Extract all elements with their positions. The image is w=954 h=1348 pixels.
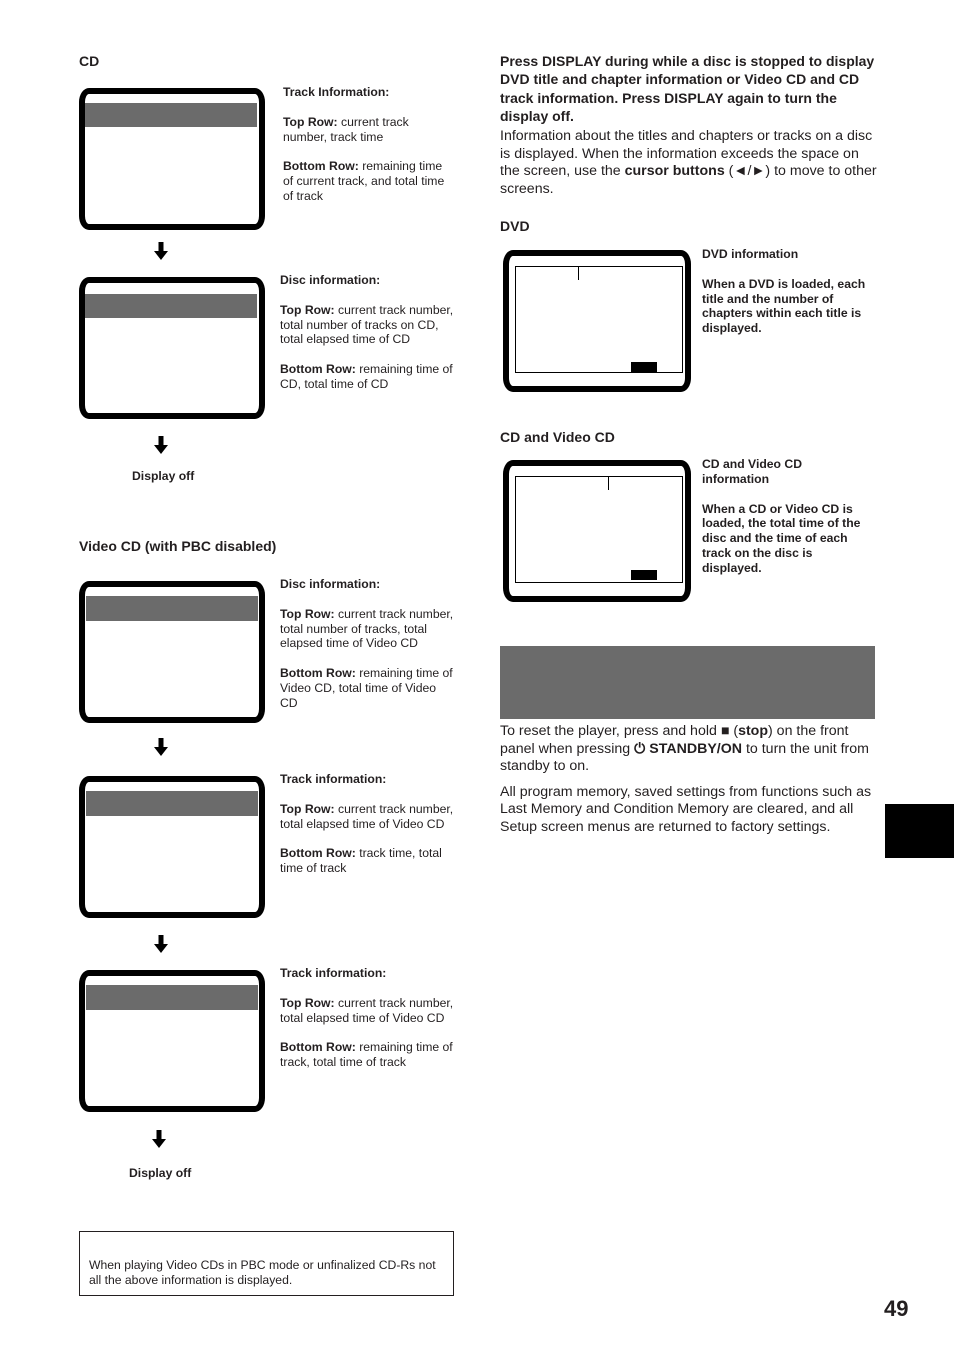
dvd-heading: DVD [500,218,530,234]
chapter-tab [885,804,954,858]
down-arrow-icon [154,436,168,454]
cursor-buttons-label: cursor buttons [624,163,725,180]
note-text: When a DVD is loaded, each title and the number of chapters within each title is displayed. [702,276,866,336]
bottom-row-label: Bottom Row: [280,666,356,681]
text: ) on the front panel when pressing [500,723,849,757]
cd-vcd-info-indicator [631,570,657,580]
arrow-symbols: (◄/►) [724,163,771,180]
screen-top-row-bar [86,791,258,816]
down-arrow-icon [154,935,168,953]
bottom-row-label: Bottom Row: [283,159,359,174]
note-title: DVD information [702,247,799,261]
note-title: CD and Video CD information [702,457,802,486]
cd-track-info-note [283,85,453,219]
down-arrow-icon [152,1130,166,1148]
text: To reset the player, press and hold ■ ( [500,723,739,739]
vcd-track-remaining-note [280,966,455,1085]
top-row-label: Top Row: [283,114,338,129]
cd-heading: CD [79,53,100,69]
cd-vcd-info-note [702,457,872,591]
top-row-label: Top Row: [280,801,335,816]
reset-paragraph-2: All program memory, saved settings from functions such as Last Memory and Condition Memory are cleared, and all Setup screen menus are returned to factory settings. [500,783,872,835]
cd-vcd-info-panel [515,476,683,583]
display-description [500,128,880,198]
top-row-text: current track number, track time [283,114,409,144]
bottom-row-label: Bottom Row: [280,846,356,861]
top-row-label: Top Row: [280,302,335,317]
reset-section-banner [500,646,875,719]
top-row-text: current track number, total elapsed time of Video CD [280,801,454,831]
down-arrow-icon [154,738,168,756]
screen-top-row-bar [86,985,258,1010]
note-title: Track information: [280,966,387,980]
top-row-text: current track number, total elapsed time of Video CD [280,995,454,1025]
vcd-disc-info-screen [79,581,265,723]
cd-disc-info-screen [79,277,265,419]
cd-vcd-info-screen [503,460,691,602]
bottom-row-text: remaining time of CD, total time of CD [280,362,453,391]
down-arrow-icon [154,242,168,260]
page-number: 49 [884,1296,909,1321]
bottom-row-text: remaining time of current track, and total time of track [283,159,445,203]
display-off-label: Display off [129,1166,192,1180]
stop-button-label: stop [738,723,769,739]
vcd-track-info-note [280,772,455,891]
display-off-label: Display off [132,469,195,483]
dvd-info-note [702,247,872,351]
bottom-row-text: remaining time of Video CD, total time of Video CD [280,666,453,710]
display-instruction: Press DISPLAY during while a disc is stopped to display DVD title and chapter information or Video CD and CD track information. Press DISPLAY again to turn the display off. [500,53,875,125]
dvd-info-panel [515,266,683,373]
text: Information about the titles and chapters or tracks on a disc is displayed. When the information exceeds the space on the screen, use the [500,128,873,180]
vcd-disc-info-note [280,577,455,726]
bottom-row-label: Bottom Row: [280,362,356,377]
standby-button-label: ⏻ STANDBY/ON [634,740,743,757]
screen-top-row-bar [86,596,258,621]
reset-paragraph-1 [500,723,880,776]
vcd-track-remaining-screen [79,970,265,1112]
bottom-row-text: track time, total time of track [280,846,442,876]
note-text: When a CD or Video CD is loaded, the total time of the disc and the time of each track on the disc is displayed. [702,501,861,575]
top-row-text: current track number, total number of tracks on CD, total elapsed time of CD [280,302,454,347]
pbc-note-text: When playing Video CDs in PBC mode or unfinalized CD-Rs not all the above information is displayed. [89,1258,436,1287]
reset-instructions [500,723,880,845]
note-title: Track information: [280,772,387,786]
cd-vcd-heading: CD and Video CD [500,429,615,445]
cd-vcd-info-tab [515,476,609,490]
text: to move to other screens. [500,163,877,197]
dvd-info-tab [515,266,579,280]
note-title: Disc information: [280,273,381,287]
top-row-label: Top Row: [280,995,335,1010]
top-row-text: current track number, total number of tracks, total elapsed time of Video CD [280,606,454,651]
bottom-row-label: Bottom Row: [280,1040,356,1055]
dvd-info-screen [503,250,691,392]
top-row-label: Top Row: [280,606,335,621]
pbc-note-box [79,1231,454,1296]
cd-track-info-screen [79,88,265,230]
dvd-info-indicator [631,362,657,372]
screen-top-row-bar [85,103,257,127]
cd-disc-info-note [280,273,455,407]
text: to turn the unit from standby to on. [500,740,869,775]
vcd-heading: Video CD (with PBC disabled) [79,538,277,554]
note-title: Disc information: [280,577,381,591]
bottom-row-text: remaining time of track, total time of track [280,1040,453,1070]
vcd-track-info-screen [79,776,265,918]
screen-top-row-bar [85,294,257,318]
note-title: Track Information: [283,85,390,99]
